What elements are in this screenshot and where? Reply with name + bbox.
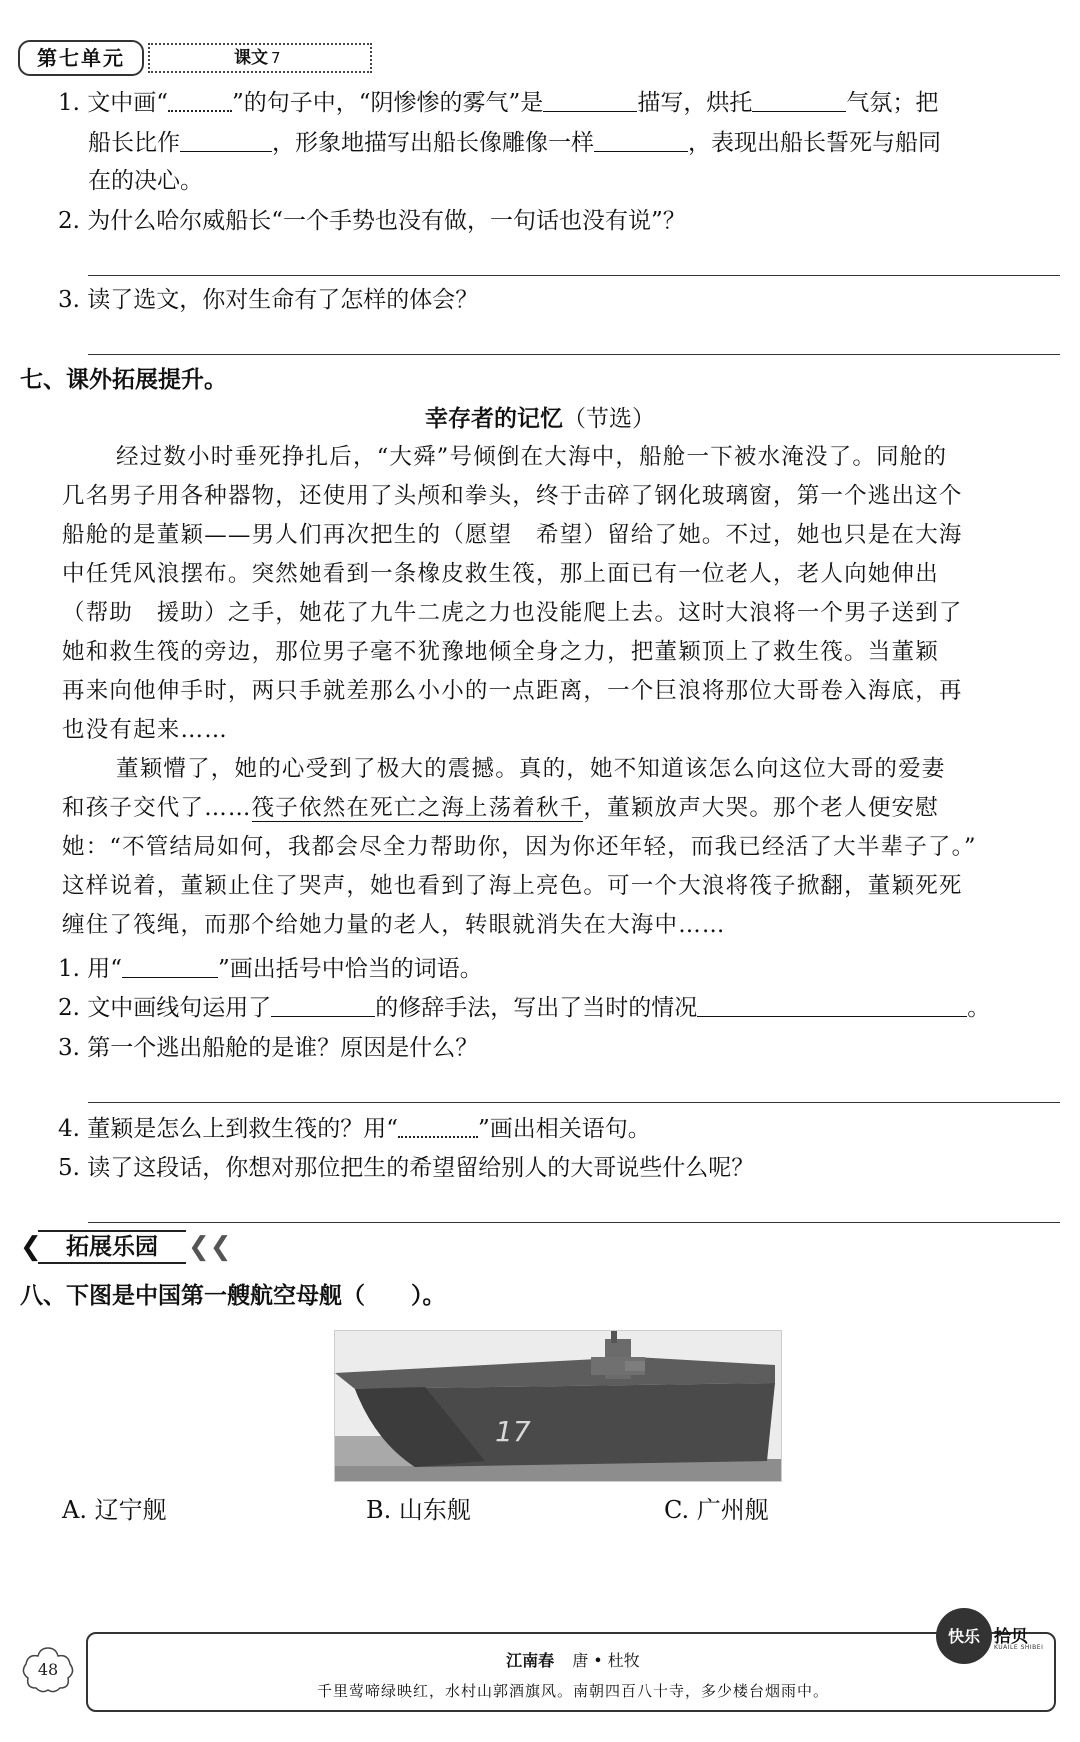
hull-number: 17 (495, 1415, 531, 1448)
option-b[interactable]: B. 山东舰 (366, 1496, 471, 1524)
s7-question-4: 4. 董颖是怎么上到救生筏的？用“ ”画出相关语句。 (58, 1116, 651, 1142)
badge-main-text: 快乐 (947, 1627, 981, 1646)
answer-blank[interactable] (271, 995, 375, 1017)
passage-line: 这样说着，董颖止住了哭声，她也看到了海上亮色。可一个大浪将筏子掀翻，董颖死死 (62, 873, 963, 899)
question-3: 3. 读了选文，你对生命有了怎样的体会？ (58, 287, 479, 313)
s7-question-5: 5. 读了这段话，你想对那位把生的希望留给别人的大哥说些什么呢？ (58, 1155, 755, 1181)
answer-blank[interactable] (180, 130, 272, 152)
passage-line: 几名男子用各种器物，还使用了头颅和拳头，终于击碎了钢化玻璃窗，第一个逃出这个 (62, 483, 963, 509)
unit-label: 第七单元 (18, 40, 144, 76)
banner-label: 拓展乐园 (38, 1230, 186, 1264)
wavy-line-mark (398, 1116, 478, 1138)
lesson-label (148, 43, 372, 73)
lesson-number: 7 (271, 49, 281, 67)
answer-blank[interactable] (594, 130, 688, 152)
passage-line: 经过数小时垂死挣扎后，“大舜”号倾倒在大海中，船舱一下被水淹没了。同舱的 (116, 444, 948, 470)
poem-title-line (88, 1648, 1058, 1671)
passage-line: 她和救生筏的旁边，那位男子毫不犹豫地倾全身之力，把董颖顶上了救生筏。当董颖 (62, 639, 939, 665)
passage-line: 也没有起来…… (62, 717, 228, 743)
question-1-line-3: 在的决心。 (88, 168, 203, 194)
s7-question-2: 2. 文中画线句运用了 的修辞手法，写出了当时的情况 。 (58, 995, 991, 1021)
option-c[interactable]: C. 广州舰 (664, 1496, 769, 1524)
passage-line: 董颖懵了，她的心受到了极大的震撼。真的，她不知道该怎么向这位大哥的爱妻 (116, 756, 946, 782)
s7-question-3: 3. 第一个逃出船舱的是谁？原因是什么？ (58, 1035, 479, 1061)
passage-line: 中任凭风浪摆布。突然她看到一条橡皮救生筏，那上面已有一位老人，老人向她伸出 (62, 561, 939, 587)
badge-side-text: 拾贝 (994, 1627, 1028, 1647)
badge-english-text: KUAILE SHIBEI (994, 1644, 1044, 1651)
answer-line[interactable] (88, 1222, 1060, 1223)
lesson-text: 课文 (234, 48, 268, 68)
shell-badge-icon (932, 1604, 996, 1668)
poem-title: 江南春 (506, 1651, 555, 1670)
poem-box (86, 1632, 1056, 1712)
underlined-sentence: 筏子依然在死亡之海上荡着秋千 (251, 795, 584, 821)
answer-line[interactable] (88, 275, 1060, 276)
page-number-flower (20, 1644, 76, 1694)
passage-line: 船舱的是董颖——男人们再次把生的（愿望 希望）留给了她。不过，她也只是在大海 (62, 522, 963, 548)
answer-blank[interactable] (697, 995, 967, 1017)
answer-line[interactable] (88, 1102, 1060, 1103)
answer-line[interactable] (88, 354, 1060, 355)
section-8-question: 八、下图是中国第一艘航空母舰（ ）。 (20, 1283, 446, 1309)
passage-line: 缠住了筏绳，而那个给她力量的老人，转眼就消失在大海中…… (62, 912, 726, 938)
passage-line: 再来向他伸手时，两只手就差那么小小的一点距离，一个巨浪将那位大哥卷入海底，再 (62, 678, 963, 704)
passage-line: 和孩子交代了……筏子依然在死亡之海上荡着秋千，董颖放声大哭。那个老人便安慰 (62, 795, 939, 821)
s7-question-1: 1. 用“ ”画出括号中恰当的词语。 (58, 956, 483, 982)
option-a[interactable]: A. 辽宁舰 (62, 1496, 167, 1524)
chevron-left-icon: ❮ (20, 1232, 42, 1262)
answer-blank[interactable] (543, 90, 637, 112)
answer-blank[interactable] (752, 90, 846, 112)
section-7-heading: 七、课外拓展提升。 (20, 367, 227, 393)
aircraft-carrier-image (334, 1330, 782, 1482)
question-1-line-1: 1. 文中画“ ”的句子中，“阴惨惨的雾气”是 描写，烘托 气氛；把 (58, 90, 939, 116)
passage-line: （帮助 援助）之手，她花了九牛二虎之力也没能爬上去。这时大浪将一个男子送到了 (62, 600, 963, 626)
extension-banner (20, 1228, 232, 1268)
chevron-double-left-icon: ❮❮ (188, 1232, 232, 1262)
passage-title: 幸存者的记忆（节选） (425, 406, 655, 432)
poem-author: 唐 • 杜牧 (572, 1651, 640, 1670)
question-1-line-2: 船长比作 ，形象地描写出船长像雕像一样 ，表现出船长誓死与船同 (88, 130, 941, 156)
passage-line: 她：“不管结局如何，我都会尽全力帮助你，因为你还年轻，而我已经活了大半辈子了。” (62, 834, 977, 860)
poem-text: 千里莺啼绿映红，水村山郭酒旗风。南朝四百八十寺，多少楼台烟雨中。 (316, 1682, 829, 1700)
carrier-drawing (335, 1331, 782, 1482)
page-number: 48 (37, 1660, 59, 1679)
question-2: 2. 为什么哈尔威船长“一个手势也没有做，一句话也没有说”？ (58, 208, 686, 234)
underline-mark (122, 956, 218, 978)
page-header (18, 40, 378, 80)
wavy-line-mark (168, 90, 232, 112)
